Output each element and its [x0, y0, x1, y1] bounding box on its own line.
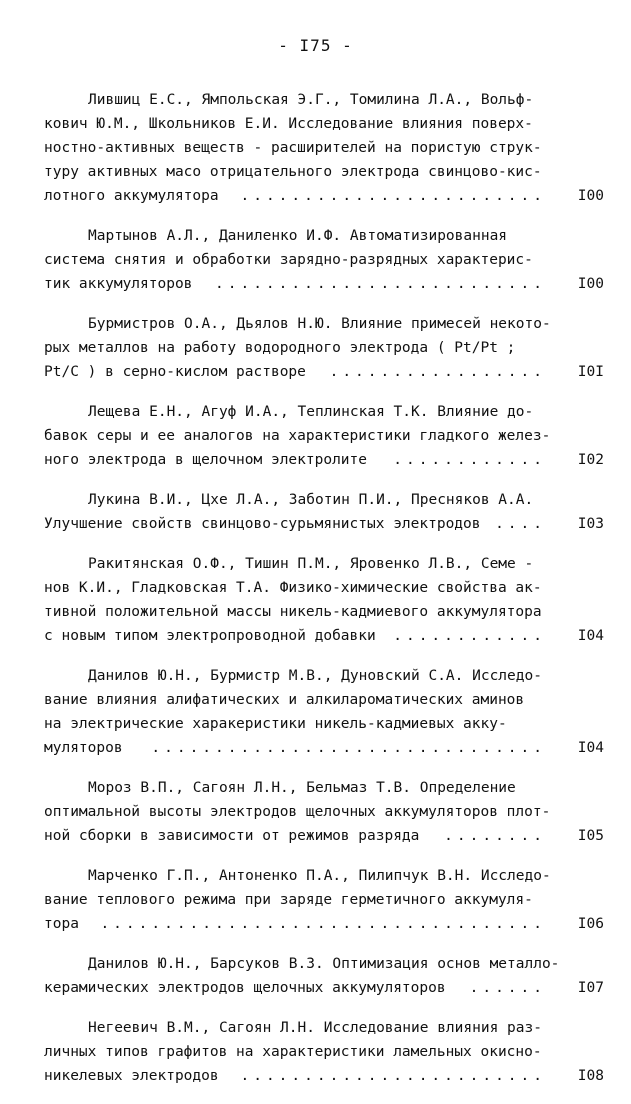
entry-page-number: I06: [577, 916, 604, 932]
entry-line: [44, 112, 604, 136]
entry-text: муляторов: [44, 740, 123, 756]
entry-text: система снятия и обработки зарядно-разрядных характерис-: [44, 252, 533, 268]
entry-line: [44, 952, 604, 976]
entry-line: [44, 248, 604, 272]
dot-leader: .................: [329, 364, 546, 380]
entry-text: Бурмистров О.А., Дьялов Н.Ю. Влияние примесей некото-: [88, 316, 551, 332]
dot-leader: ......: [469, 980, 546, 996]
entry-text: Лещева Е.Н., Агуф И.А., Теплинская Т.К. Влияние до-: [88, 404, 534, 420]
entry-line: [44, 776, 604, 800]
table-of-contents: [44, 88, 604, 1104]
entry-text: Данилов Ю.Н., Барсуков В.З. Оптимизация основ металло-: [88, 956, 560, 972]
entry-text: никелевых электродов: [44, 1068, 219, 1084]
entry-line: [44, 664, 604, 688]
entry-page-number: I07: [577, 980, 604, 996]
dot-leader: ....: [495, 516, 546, 532]
entry-line: [44, 360, 604, 384]
entry-text: Лившиц Е.С., Ямпольская Э.Г., Томилина Л.А., Вольф-: [88, 92, 534, 108]
toc-entry: [44, 776, 604, 848]
entry-text: тик аккумуляторов: [44, 276, 193, 292]
toc-entry: [44, 1016, 604, 1088]
page-number: - I75 -: [278, 36, 353, 55]
entry-line: [44, 224, 604, 248]
entry-text: Марченко Г.П., Антоненко П.А., Пилипчук В.Н. Исследо-: [88, 868, 551, 884]
entry-page-number: I05: [577, 828, 604, 844]
entry-line: [44, 712, 604, 736]
entry-text: ной сборки в зависимости от режимов разряда: [44, 828, 420, 844]
entry-line: [44, 312, 604, 336]
toc-entry: [44, 312, 604, 384]
entry-text: на электрические харакеристики никель-кадмиевых акку-: [44, 716, 507, 732]
entry-line: [44, 184, 604, 208]
entry-page-number: I00: [577, 188, 604, 204]
toc-entry: [44, 664, 604, 760]
entry-line: [44, 136, 604, 160]
entry-text: вание влияния алифатических и алкилароматических аминов: [44, 692, 525, 708]
entry-line: [44, 1040, 604, 1064]
entry-line: [44, 400, 604, 424]
entry-line: [44, 488, 604, 512]
entry-line: [44, 824, 604, 848]
entry-text: туру активных масо отрицательного электрода свинцово-кис-: [44, 164, 542, 180]
entry-text: Ракитянская О.Ф., Тишин П.М., Яровенко Л.В., Семе -: [88, 556, 534, 572]
entry-line: [44, 512, 604, 536]
toc-entry: [44, 952, 604, 1000]
entry-text: оптимальной высоты электродов щелочных аккумуляторов плот-: [44, 804, 551, 820]
entry-line: [44, 736, 604, 760]
toc-entry: [44, 552, 604, 648]
entry-page-number: I04: [577, 628, 604, 644]
entry-page-number: I0I: [577, 364, 604, 380]
entry-line: [44, 1016, 604, 1040]
entry-line: [44, 800, 604, 824]
dot-leader: ........: [444, 828, 546, 844]
entry-text: Данилов Ю.Н., Бурмистр М.В., Дуновский С.А. Исследо-: [88, 668, 542, 684]
toc-entry: [44, 400, 604, 472]
entry-line: [44, 88, 604, 112]
entry-text: тивной положительной массы никель-кадмиевого аккумулятора: [44, 604, 542, 620]
entry-page-number: I04: [577, 740, 604, 756]
entry-line: [44, 336, 604, 360]
entry-page-number: I03: [577, 516, 604, 532]
entry-text: Pt/C ) в серно-кислом растворе: [44, 364, 306, 380]
entry-text: Негеевич В.М., Сагоян Л.Н. Исследование влияния раз-: [88, 1020, 542, 1036]
entry-text: ного электрода в щелочном электролите: [44, 452, 368, 468]
entry-line: [44, 624, 604, 648]
entry-text: Мороз В.П., Сагоян Л.Н., Бельмаз Т.В. Определение: [88, 780, 516, 796]
entry-line: [44, 552, 604, 576]
toc-entry: [44, 224, 604, 296]
entry-text: Улучшение свойств свинцово-сурьмянистых электродов: [44, 516, 481, 532]
dot-leader: ........................: [240, 1068, 546, 1084]
dot-leader: ...................................: [100, 916, 546, 932]
entry-line: [44, 976, 604, 1000]
entry-text: бавок серы и ее аналогов на характеристики гладкого желез-: [44, 428, 551, 444]
entry-line: [44, 160, 604, 184]
entry-line: [44, 888, 604, 912]
entry-text: лотного аккумулятора: [44, 188, 219, 204]
dot-leader: ........................: [240, 188, 546, 204]
dot-leader: ............: [393, 452, 546, 468]
entry-line: [44, 688, 604, 712]
dot-leader: ...............................: [151, 740, 546, 756]
toc-entry: [44, 488, 604, 536]
entry-line: [44, 600, 604, 624]
entry-text: тора: [44, 916, 79, 932]
entry-line: [44, 424, 604, 448]
entry-text: личных типов графитов на характеристики ламельных окисно-: [44, 1044, 542, 1060]
entry-text: Лукина В.И., Цхе Л.А., Заботин П.И., Пресняков А.А.: [88, 492, 534, 508]
entry-page-number: I02: [577, 452, 604, 468]
dot-leader: ............: [393, 628, 546, 644]
entry-text: вание теплового режима при заряде герметичного аккумуля-: [44, 892, 533, 908]
entry-page-number: I08: [577, 1068, 604, 1084]
dot-leader: ..........................: [215, 276, 546, 292]
entry-line: [44, 576, 604, 600]
entry-line: [44, 864, 604, 888]
toc-entry: [44, 88, 604, 208]
entry-text: нов К.И., Гладковская Т.А. Физико-химические свойства ак-: [44, 580, 542, 596]
entry-text: Мартынов А.Л., Даниленко И.Ф. Автоматизированная: [88, 228, 508, 244]
entry-line: [44, 1064, 604, 1088]
entry-text: рых металлов на работу водородного электрода ( Pt/Pt ;: [44, 340, 516, 356]
entry-line: [44, 448, 604, 472]
entry-line: [44, 272, 604, 296]
entry-text: керамических электродов щелочных аккумуляторов: [44, 980, 446, 996]
entry-text: ностно-активных веществ - расширителей на пористую струк-: [44, 140, 542, 156]
entry-page-number: I00: [577, 276, 604, 292]
entry-line: [44, 912, 604, 936]
entry-text: кович Ю.М., Школьников Е.И. Исследование влияния поверх-: [44, 116, 533, 132]
entry-text: с новым типом электропроводной добавки: [44, 628, 376, 644]
toc-entry: [44, 864, 604, 936]
